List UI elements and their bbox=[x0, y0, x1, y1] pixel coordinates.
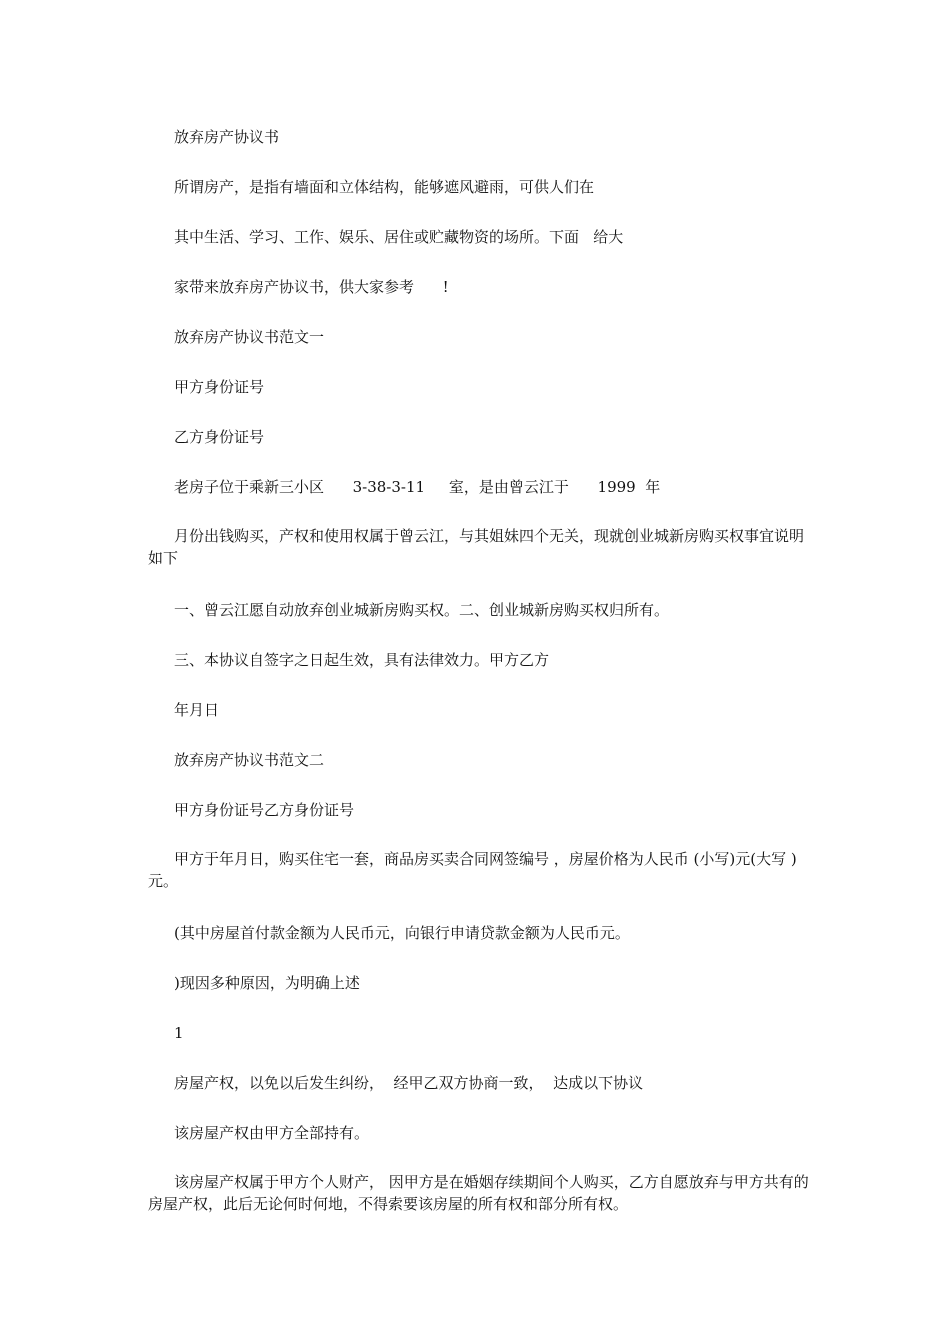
section-heading: 放弃房产协议书范文二 bbox=[174, 751, 325, 769]
paragraph-line: 家带来放弃房产协议书，供大家参考 ! bbox=[174, 278, 449, 296]
page-number: 1 bbox=[174, 1024, 184, 1042]
paragraph-line: 一、曾云江愿自动放弃创业城新房购买权。二、创业城新房购买权归所有。 bbox=[174, 601, 670, 619]
paragraph-text: 该房屋产权属于甲方个人财产， 因甲方是在婚姻存续期间个人购买，乙方自愿放弃与甲方共有的房屋产权，此后无论何时何地，不得索要该房屋的所有权和部分所有权。 bbox=[148, 1173, 809, 1213]
paragraph-line: 房屋产权，以免以后发生纠纷， 经甲乙双方协商一致， 达成以下协议 bbox=[174, 1074, 644, 1092]
document-title: 放弃房产协议书 bbox=[174, 128, 280, 146]
paragraph-line: 其中生活、学习、工作、娱乐、居住或贮藏物资的场所。下面 给大 bbox=[174, 228, 624, 246]
paragraph-line: 老房子位于乘新三小区 3-38-3-11 室，是由曾云江于 1999 年 bbox=[174, 478, 661, 496]
paragraph-text: 甲方于年月日，购买住宅一套，商品房买卖合同网签编号 ，房屋价格为人民币 (小写)元(大写 )元。 bbox=[148, 850, 797, 890]
paragraph-line: 所谓房产，是指有墙面和立体结构，能够遮风避雨，可供人们在 bbox=[174, 178, 595, 196]
paragraph-block bbox=[148, 848, 816, 892]
paragraph-line: 甲方身份证号 bbox=[174, 378, 265, 396]
paragraph-block bbox=[148, 525, 816, 569]
paragraph-line: 该房屋产权由甲方全部持有。 bbox=[174, 1124, 370, 1142]
paragraph-line: 甲方身份证号乙方身份证号 bbox=[174, 801, 355, 819]
paragraph-block bbox=[148, 1171, 816, 1215]
paragraph-text: 月份出钱购买，产权和使用权属于曾云江，与其姐妹四个无关，现就创业城新房购买权事宜说明如下 bbox=[148, 527, 805, 567]
paragraph-line: 三、本协议自签字之日起生效，具有法律效力。甲方乙方 bbox=[174, 651, 550, 669]
paragraph-line: 乙方身份证号 bbox=[174, 428, 265, 446]
paragraph-line: )现因多种原因，为明确上述 bbox=[174, 974, 360, 992]
section-heading: 放弃房产协议书范文一 bbox=[174, 328, 325, 346]
paragraph-line: (其中房屋首付款金额为人民币元，向银行申请贷款金额为人民币元。 bbox=[174, 924, 630, 942]
paragraph-line: 年月日 bbox=[174, 701, 220, 719]
